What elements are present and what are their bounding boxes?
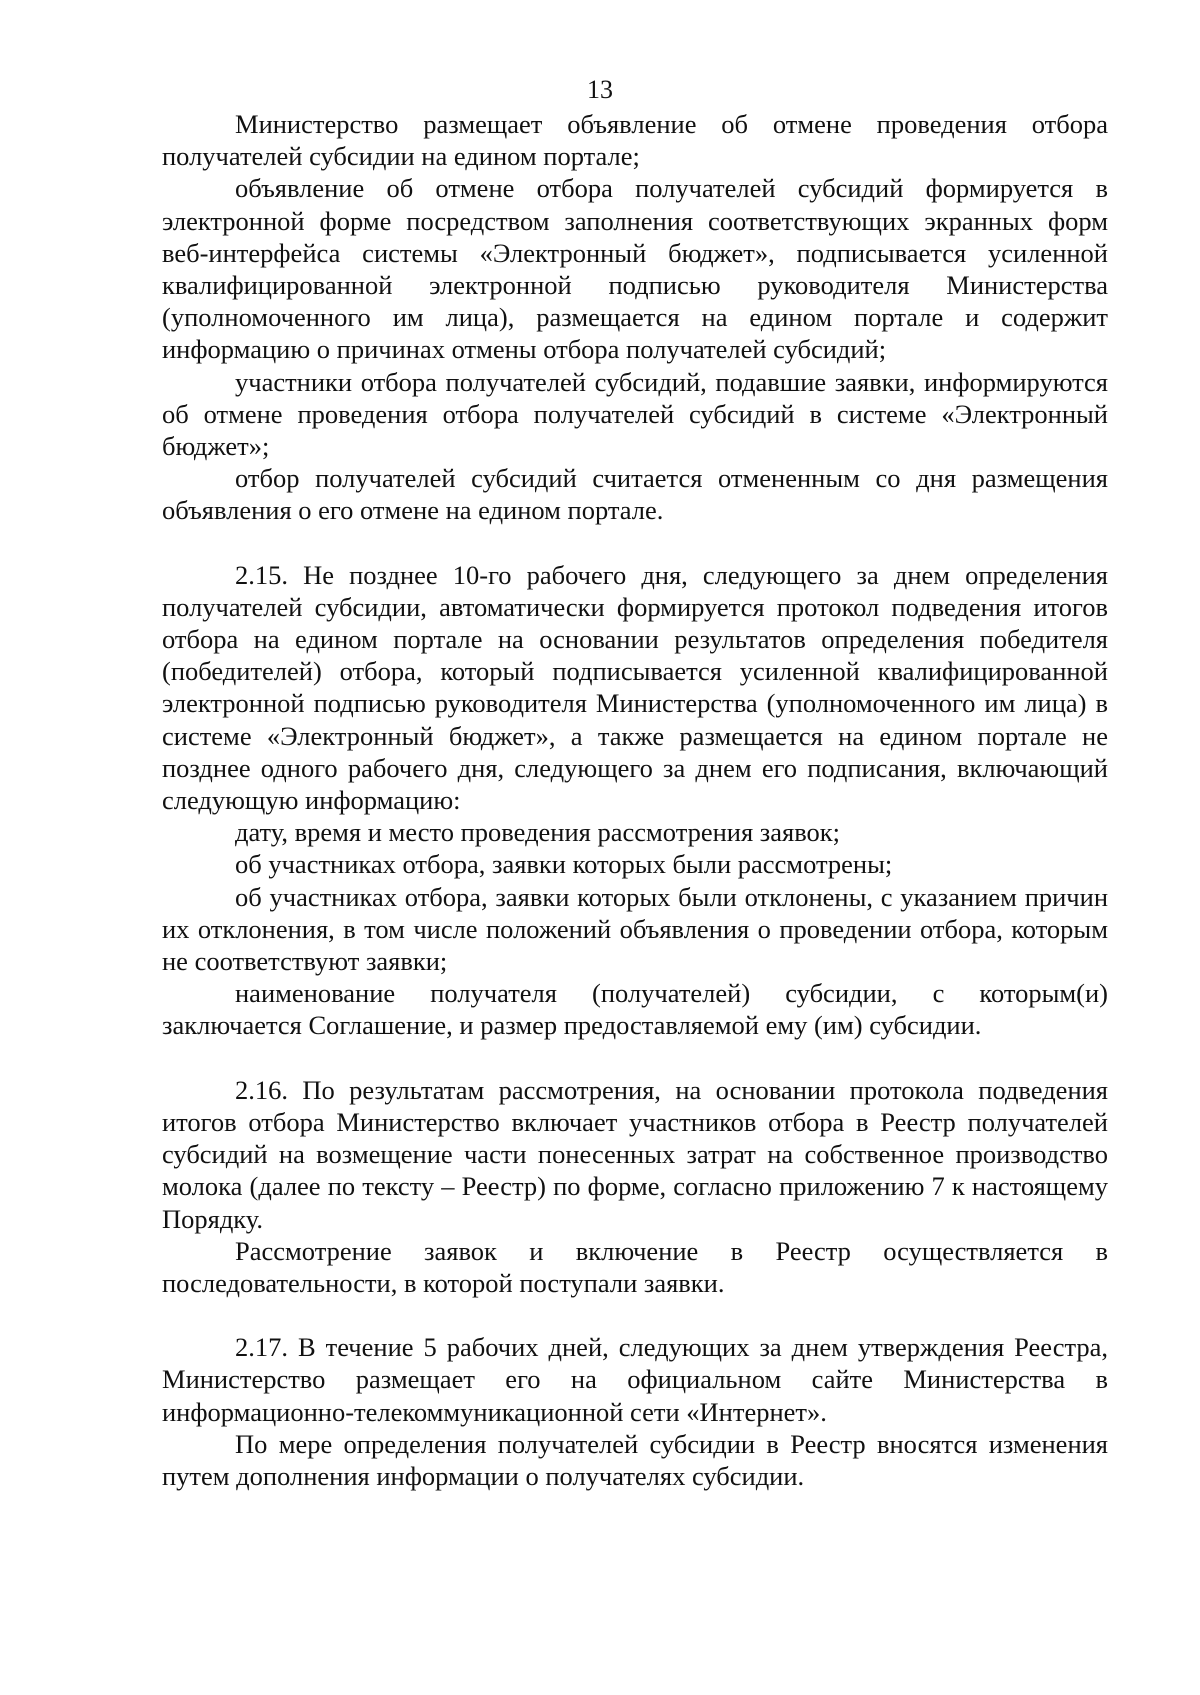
list-item: об участниках отбора, заявки которых были рассмотрены; xyxy=(235,849,893,880)
page-number: 13 xyxy=(587,75,613,104)
list-item: об участниках отбора, заявки которых были отклонены, с указанием причин их отклонения, в том числе положений объявления о проведении отбора, которым не соответствуют заявки; xyxy=(162,881,1108,977)
paragraph: отбор получателей субсидий считается отмененным со дня размещения объявления о его отмене на едином портале. xyxy=(162,463,1108,526)
paragraph-2-15: 2.15. Не позднее 10-го рабочего дня, следующего за днем определения получателей субсидии, автоматически формируется протокол подведения итогов отбора на едином портале на основании результатов определения победителя (победителей) отбора, который подписывается усиленной квалифицированной электронной подписью руководителя Министерства (уполномоченного им лица) в системе «Электронный бюджет», а также размещается на едином портале не позднее одного рабочего дня, следующего за днем его подписания, включающий следующую информацию: xyxy=(162,559,1108,816)
list-item: дату, время и место проведения рассмотрения заявок; xyxy=(235,817,841,848)
paragraph-2-17: 2.17. В течение 5 рабочих дней, следующих за днем утверждения Реестра, Министерство размещает его на официальном сайте Министерства в информационно-телекоммуникационной сети «Интернет». xyxy=(162,1332,1108,1427)
paragraph: участники отбора получателей субсидий, подавшие заявки, информируются об отмене проведения отбора получателей субсидий в системе «Электронный бюджет»; xyxy=(162,366,1108,462)
paragraph: объявление об отмене отбора получателей субсидий формируется в электронной форме посредством заполнения соответствующих экранных форм веб-интерфейса системы «Электронный бюджет», подписывается усиленной квалифицированной электронной подписью руководителя Министерства (уполномоченного им лица), размещается на едином портале и содержит информацию о причинах отмены отбора получателей субсидий; xyxy=(162,173,1108,365)
section-spacer xyxy=(162,1299,1108,1331)
paragraph: Министерство размещает объявление об отмене проведения отбора получателей субсидии на едином портале; xyxy=(162,109,1108,172)
paragraph: По мере определения получателей субсидии в Реестр вносятся изменения путем дополнения информации о получателях субсидии. xyxy=(162,1428,1108,1491)
paragraph: Рассмотрение заявок и включение в Реестр осуществляется в последовательности, в которой поступали заявки. xyxy=(162,1235,1108,1298)
section-spacer xyxy=(162,1042,1108,1074)
list-item: наименование получателя (получателей) субсидии, с которым(и) заключается Соглашение, и размер предоставляемой ему (им) субсидии. xyxy=(162,978,1108,1041)
section-spacer xyxy=(162,527,1108,559)
paragraph-2-16: 2.16. По результатам рассмотрения, на основании протокола подведения итогов отбора Министерство включает участников отбора в Реестр получателей субсидий на возмещение части понесенных затрат на собственное производство молока (далее по тексту – Реестр) по форме, согласно приложению 7 к настоящему Порядку. xyxy=(162,1074,1108,1234)
document-body xyxy=(162,108,1108,1492)
